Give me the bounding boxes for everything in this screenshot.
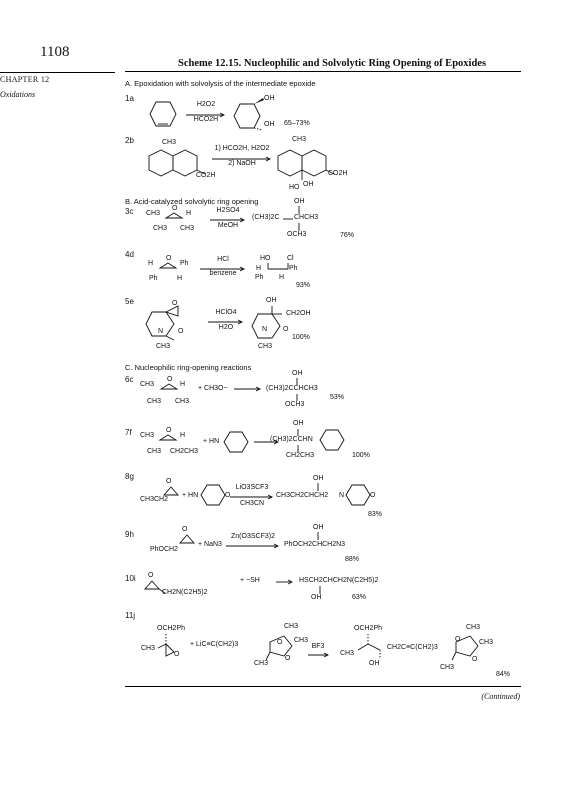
yield-label: 100%	[292, 334, 310, 341]
reagent-bottom: benzene	[209, 270, 237, 277]
substituent-label: CH3	[440, 664, 455, 671]
substituent-label: CH3	[140, 432, 155, 439]
alcohol-chain	[358, 632, 386, 662]
entry-number: 2b	[125, 136, 134, 145]
chapter-sidebar	[0, 72, 115, 99]
reaction-arrow	[226, 543, 280, 549]
yield-label: 93%	[296, 282, 311, 289]
page-number: 1108	[40, 44, 70, 60]
reagent-top: Zn(O3SCF3)2	[231, 533, 275, 540]
substituent-label: CH3	[340, 650, 355, 657]
substituent-label: Ph	[149, 275, 158, 282]
substituent-label: CH3	[140, 381, 155, 388]
substituent-label: H	[180, 381, 186, 388]
product-label: HSCH2CHCH2N(C2H5)2	[299, 577, 379, 584]
product-label: OH	[264, 121, 275, 128]
epoxide-ring	[162, 485, 182, 499]
nucleophile-label: + −SH	[240, 577, 260, 584]
epoxide-o: O	[167, 376, 173, 383]
nucleophile-label: + NaN3	[198, 541, 222, 548]
yield-label: 88%	[345, 556, 360, 563]
substituent-label: CH3	[254, 660, 269, 667]
substituent-label: H	[180, 432, 186, 439]
product-label: OCH3	[287, 231, 307, 238]
substituent-label: Ph	[255, 274, 264, 281]
substituent-label: CH3	[292, 136, 307, 143]
substituent-label: CH2CH3	[170, 448, 199, 455]
substituent-label: H	[177, 275, 183, 282]
substituent-label: HO	[260, 255, 271, 262]
epoxide-o: O	[166, 478, 172, 485]
bond	[316, 532, 320, 540]
epoxide-o: O	[166, 427, 172, 434]
product-label: CH3CH2CHCH2	[276, 492, 329, 499]
reagent-top: BF3	[311, 643, 325, 650]
ring-o: O	[455, 636, 461, 643]
morpholine-ring	[199, 483, 225, 509]
epoxide-o: O	[148, 572, 154, 579]
substituent-label: H	[148, 260, 154, 267]
reagent-bottom: CH3CN	[239, 500, 265, 507]
ring-n: N	[158, 328, 164, 335]
ring-o: O	[277, 639, 283, 646]
substituent-label: CH3	[147, 398, 162, 405]
epoxide-ring	[156, 434, 182, 446]
product-label: (CH3)2CCHN	[270, 436, 313, 443]
dioxolane-ring	[446, 628, 492, 664]
substituent-label: Ph	[289, 265, 298, 272]
substituent-label: OH	[303, 181, 314, 188]
entry-number: 9h	[125, 530, 134, 539]
substituent-label: CH3	[153, 225, 168, 232]
yield-label: 63%	[352, 594, 367, 601]
epoxide-o: O	[172, 300, 178, 307]
substituent-label: HO	[289, 184, 300, 191]
ring-n: N	[262, 326, 268, 333]
section-c-heading: C. Nucleophilic ring-opening reactions	[125, 363, 252, 372]
reaction-arrow	[234, 386, 262, 392]
substituent-label: OCH2Ph	[354, 625, 383, 632]
n-methyl: CH3	[156, 343, 171, 350]
chapter-label: CHAPTER 12	[0, 75, 50, 84]
reagent-top: HClO4	[215, 309, 237, 316]
substituent-label: CH3CH2	[140, 496, 169, 503]
yield-label: 84%	[496, 671, 511, 678]
substituent-label: CH3	[141, 645, 156, 652]
ring-o: O	[285, 655, 291, 662]
epoxide-ring	[162, 212, 188, 224]
section-b-heading: B. Acid-catalyzed solvolytic ring opening	[125, 197, 259, 206]
carbonyl-o: O	[178, 328, 184, 335]
product-label: (CH3)2CCHCH3	[266, 385, 318, 392]
substituent-label: CO2H	[196, 172, 216, 179]
entry-number: 3c	[125, 207, 134, 216]
chapter-topic: Oxidations	[0, 90, 36, 99]
bond	[316, 483, 320, 491]
reagent-top: 1) HCO2H, H2O2	[214, 145, 270, 152]
nucleophile-label: + HN	[203, 438, 220, 445]
entry-number: 4d	[125, 250, 134, 259]
epoxide-o: O	[174, 651, 180, 658]
substituent-label: Ph	[180, 260, 189, 267]
reagent-bottom: MeOH	[217, 222, 239, 229]
morpholine-n: N	[339, 492, 345, 499]
entry-number: 7f	[125, 428, 132, 437]
epoxide-ring	[178, 533, 198, 547]
substituent-label: CH3	[284, 623, 299, 630]
substituent-label: CH3	[146, 210, 161, 217]
bond	[264, 263, 292, 273]
substituent-label: OH	[313, 524, 324, 531]
substituent-label: Cl	[287, 255, 294, 262]
morpholine-ring	[344, 483, 372, 509]
product-label: CHCH3	[294, 214, 319, 221]
nucleophile-label: + HN	[182, 492, 199, 499]
substituent-label: H	[186, 210, 192, 217]
reagent-top: H2O2	[196, 101, 216, 108]
morpholine-o: O	[225, 492, 231, 499]
nucleophile-label: + CH3O−	[198, 385, 228, 392]
reagent-bottom: H2O	[218, 324, 234, 331]
yield-label: 76%	[340, 232, 355, 239]
title-rule	[125, 71, 521, 72]
product-label: OH	[264, 95, 275, 102]
reagent-top: H2SO4	[216, 207, 240, 214]
substituent-label: OH	[292, 370, 303, 377]
entry-number: 6c	[125, 375, 134, 384]
spiro-epoxide-lactam	[144, 300, 194, 344]
substituent-label: CO2H	[328, 170, 348, 177]
yield-label: 100%	[352, 452, 370, 459]
entry-number: 1a	[125, 94, 134, 103]
scheme-title: Scheme 12.15. Nucleophilic and Solvolytic Ring Opening of Epoxides	[178, 58, 487, 69]
bond	[295, 394, 299, 401]
entry-number: 8g	[125, 472, 134, 481]
substituent-label: CH3	[147, 448, 162, 455]
bond	[297, 223, 301, 231]
bond	[296, 429, 300, 436]
product-label: OH	[311, 594, 322, 601]
bond	[283, 217, 293, 221]
morpholine-o: O	[370, 492, 376, 499]
footer-rule	[125, 686, 521, 687]
substituent-label: CH3	[294, 637, 309, 644]
yield-label: 53%	[330, 394, 345, 401]
substituent-label: CH3	[162, 139, 177, 146]
piperidine-ring	[222, 430, 248, 454]
substituent-label: PhOCH2	[150, 546, 179, 553]
epoxide-ring	[156, 262, 182, 274]
section-a-heading: A. Epoxidation with solvolysis of the intermediate epoxide	[125, 79, 316, 88]
yield-label: 65–73%	[284, 120, 310, 127]
reagent-bottom: HCO2H	[193, 116, 219, 123]
epoxide-ring	[157, 381, 186, 395]
epoxide-o: O	[182, 526, 188, 533]
dioxolane-ring	[260, 628, 296, 664]
substituent-label: OH	[266, 297, 277, 304]
entry-number: 10i	[125, 574, 136, 583]
substituent-label: CH3	[479, 639, 494, 646]
substituent-label: OH	[294, 198, 305, 205]
product-label: CH2C≡C(CH2)3	[387, 644, 438, 651]
reaction-arrow	[308, 652, 330, 658]
product-label: PhOCH2CHCH2N3	[284, 541, 346, 548]
product-label: OH	[369, 660, 380, 667]
substituent-label: H	[279, 274, 285, 281]
n-methyl: CH3	[258, 343, 273, 350]
substituent-label: OH	[293, 420, 304, 427]
product-label: CH2CH3	[286, 452, 315, 459]
cyclohexene-structure	[148, 100, 178, 130]
piperidine-ring	[318, 428, 346, 452]
reagent-bottom: 2) NaOH	[228, 160, 256, 167]
substituent-label: CH2OH	[286, 310, 311, 317]
epoxy-ether	[156, 632, 186, 662]
substituent-label: OCH2Ph	[157, 625, 186, 632]
bond	[297, 206, 301, 214]
bond	[296, 445, 300, 452]
bond	[318, 586, 322, 594]
reagent-top: HCl	[217, 256, 229, 263]
product-label: OCH3	[285, 401, 305, 408]
epoxide-o: O	[172, 205, 178, 212]
substituent-label: CH3	[175, 398, 190, 405]
substituent-label: CH3	[180, 225, 195, 232]
epoxide-o: O	[166, 255, 172, 262]
substituent-label: H	[256, 265, 262, 272]
entry-number: 11j	[125, 611, 136, 620]
reagent-top: LiO3SCF3	[235, 484, 269, 491]
reaction-arrow	[276, 579, 294, 585]
bond	[295, 378, 299, 385]
ring-o: O	[472, 656, 478, 663]
yield-label: 83%	[368, 511, 383, 518]
nucleophile-label: + LiC≡C(CH2)3	[190, 641, 239, 648]
carbonyl-o: O	[283, 326, 289, 333]
substituent-label: OH	[313, 475, 324, 482]
entry-number: 5e	[125, 297, 134, 306]
substituent-label: CH3	[466, 624, 481, 631]
continued-label: (Continued)	[481, 692, 520, 701]
product-label: (CH3)2C	[252, 214, 280, 221]
substituent-label: CH2N(C2H5)2	[162, 589, 208, 596]
